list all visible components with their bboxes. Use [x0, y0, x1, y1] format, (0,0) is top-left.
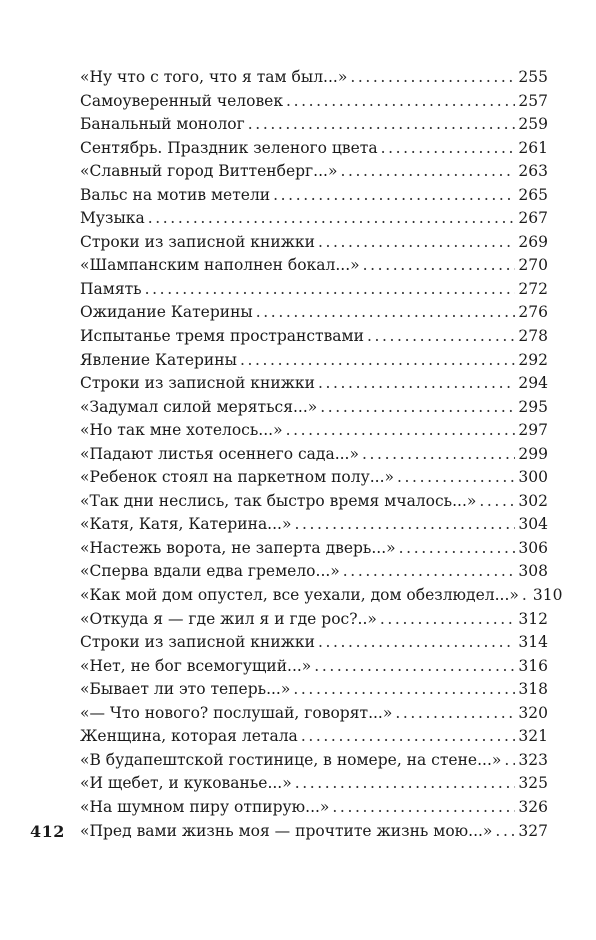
toc-entry-title: «Бывает ли это теперь...»	[80, 680, 291, 699]
toc-entry-title: «Падают листья осеннего сада...»	[80, 444, 359, 463]
toc-entry-page: 318	[518, 680, 548, 699]
dot-leader	[504, 749, 515, 773]
toc-entry-page: 270	[518, 256, 548, 275]
toc-entry-title: «Нет, не бог всемогущий...»	[80, 656, 312, 675]
toc-entry-page: 261	[518, 138, 548, 157]
toc-entry-title: «Откуда я — где жил я и где рос?..»	[80, 609, 377, 628]
toc-entry-page: 325	[518, 774, 548, 793]
toc-entry-title: Женщина, которая летала	[80, 727, 298, 746]
dot-leader	[343, 560, 516, 584]
dot-leader	[301, 725, 516, 749]
dot-leader	[286, 419, 516, 443]
dot-leader	[340, 160, 515, 184]
toc-entry-title: «Славный город Виттенберг...»	[80, 162, 338, 181]
page-number: 412	[30, 822, 65, 841]
dot-leader	[350, 66, 515, 90]
toc-entry-title: «Так дни неслись, так быстро время мчалось...»	[80, 491, 477, 510]
toc-entry-page: 314	[518, 633, 548, 652]
toc-entry-title: Строки из записной книжки	[80, 374, 315, 393]
toc-entry	[80, 66, 548, 90]
toc-entry	[80, 584, 563, 608]
dot-leader	[320, 396, 515, 420]
toc-entry	[80, 796, 548, 820]
toc-entry	[80, 419, 548, 443]
toc-entry-page: 302	[518, 491, 548, 510]
dot-leader	[293, 678, 515, 702]
toc-entry-page: 300	[518, 468, 548, 487]
toc-entry	[80, 537, 548, 561]
toc-entry-page: 259	[518, 115, 548, 134]
table-of-contents	[80, 66, 563, 843]
toc-entry	[80, 678, 548, 702]
toc-entry-title: «Ну что с того, что я там был...»	[80, 68, 348, 86]
dot-leader	[314, 655, 515, 679]
toc-entry-title: Испытанье тремя пространствами	[80, 327, 364, 346]
dot-leader	[240, 349, 515, 373]
toc-entry-title: Ожидание Катерины	[80, 303, 253, 322]
toc-entry-title: «И щебет, и кукованье...»	[80, 774, 292, 793]
dot-leader	[148, 207, 516, 231]
dot-leader	[397, 466, 515, 490]
dot-leader	[399, 537, 516, 561]
toc-entry-title: Вальс на мотив метели	[80, 185, 271, 204]
toc-entry	[80, 160, 548, 184]
toc-entry	[80, 490, 548, 514]
toc-entry-title: «Ребенок стоял на паркетном полу...»	[80, 468, 394, 487]
toc-entry	[80, 231, 548, 255]
toc-entry	[80, 207, 548, 231]
dot-leader	[522, 584, 530, 608]
toc-entry-page: 292	[518, 350, 548, 369]
toc-entry-page: 269	[518, 232, 548, 251]
dot-leader	[248, 113, 516, 137]
dot-leader	[363, 254, 516, 278]
dot-leader	[273, 184, 515, 208]
toc-entry	[80, 90, 548, 114]
toc-entry-page: 321	[518, 727, 548, 746]
toc-entry-title: Строки из записной книжки	[80, 633, 315, 652]
toc-entry-title: Явление Катерины	[80, 350, 237, 369]
dot-leader	[495, 820, 515, 844]
toc-entry-title: Память	[80, 279, 142, 298]
toc-entry-page: 320	[518, 703, 548, 722]
toc-entry-page: 326	[518, 797, 548, 816]
toc-entry	[80, 396, 548, 420]
toc-entry-page: 308	[518, 562, 548, 581]
toc-entry-title: «Как мой дом опустел, все уехали, дом обезлюдел...»	[80, 586, 519, 605]
toc-entry-title: «Шампанским наполнен бокал...»	[80, 256, 360, 275]
toc-entry-title: «На шумном пиру отпирую...»	[80, 797, 330, 816]
toc-entry-page: 295	[518, 397, 548, 416]
dot-leader	[145, 278, 516, 302]
toc-entry-title: «Настежь ворота, не заперта дверь...»	[80, 538, 396, 557]
toc-entry-page: 276	[518, 303, 548, 322]
toc-entry	[80, 466, 548, 490]
toc-entry-page: 306	[518, 538, 548, 557]
dot-leader	[479, 490, 515, 514]
toc-entry	[80, 349, 548, 373]
toc-entry-title: Музыка	[80, 209, 145, 228]
toc-entry-page: 272	[518, 279, 548, 298]
toc-entry-title: «— Что нового? послушай, говорят...»	[80, 703, 393, 722]
toc-entry	[80, 749, 548, 773]
toc-entry-page: 327	[518, 821, 548, 840]
toc-entry-page: 267	[518, 209, 548, 228]
toc-entry-page: 297	[518, 421, 548, 440]
toc-entry-page: 312	[518, 609, 548, 628]
toc-entry-title: «Задумал силой меряться...»	[80, 397, 318, 416]
toc-entry	[80, 184, 548, 208]
toc-entry	[80, 301, 548, 325]
toc-entry	[80, 513, 548, 537]
toc-entry	[80, 254, 548, 278]
toc-entry-title: «Но так мне хотелось...»	[80, 421, 283, 440]
toc-entry-page: 263	[518, 162, 548, 181]
dot-leader	[295, 772, 516, 796]
toc-entry	[80, 655, 548, 679]
toc-entry-page: 310	[532, 586, 563, 605]
toc-entry-page: 265	[518, 185, 548, 204]
toc-entry	[80, 278, 548, 302]
toc-entry-title: Самоуверенный человек	[80, 91, 284, 110]
toc-entry-page: 257	[518, 91, 548, 110]
toc-entry	[80, 820, 548, 844]
toc-entry-title: Банальный монолог	[80, 115, 245, 134]
toc-entry-page: 316	[518, 656, 548, 675]
toc-entry	[80, 113, 548, 137]
toc-entry-page: 304	[518, 515, 548, 534]
dot-leader	[286, 90, 515, 114]
toc-entry-title: «Сперва вдали едва гремело...»	[80, 562, 340, 581]
toc-entry-title: «Катя, Катя, Катерина...»	[80, 515, 292, 534]
dot-leader	[395, 702, 515, 726]
toc-entry-page: 323	[518, 750, 548, 769]
dot-leader	[380, 608, 516, 632]
dot-leader	[332, 796, 515, 820]
toc-entry	[80, 608, 548, 632]
dot-leader	[318, 631, 515, 655]
toc-entry-page: 278	[518, 327, 548, 346]
toc-entry	[80, 772, 548, 796]
toc-entry	[80, 560, 548, 584]
toc-entry-page: 299	[518, 444, 548, 463]
toc-entry	[80, 325, 548, 349]
dot-leader	[256, 301, 516, 325]
toc-entry	[80, 137, 548, 161]
toc-entry	[80, 725, 548, 749]
dot-leader	[318, 372, 515, 396]
dot-leader	[294, 513, 515, 537]
toc-entry	[80, 372, 548, 396]
toc-entry	[80, 443, 548, 467]
toc-entry-title: Сентябрь. Праздник зеленого цвета	[80, 138, 378, 157]
dot-leader	[381, 137, 516, 161]
toc-entry-title: «В будапештской гостинице, в номере, на стене...»	[80, 750, 502, 769]
dot-leader	[362, 443, 515, 467]
toc-entry-page: 255	[518, 68, 548, 86]
toc-entry	[80, 631, 548, 655]
toc-entry-title: Строки из записной книжки	[80, 232, 315, 251]
toc-entry-title: «Пред вами жизнь моя — прочтите жизнь мою...»	[80, 821, 493, 840]
toc-entry	[80, 702, 548, 726]
dot-leader	[367, 325, 515, 349]
toc-entry-page: 294	[518, 374, 548, 393]
dot-leader	[318, 231, 515, 255]
